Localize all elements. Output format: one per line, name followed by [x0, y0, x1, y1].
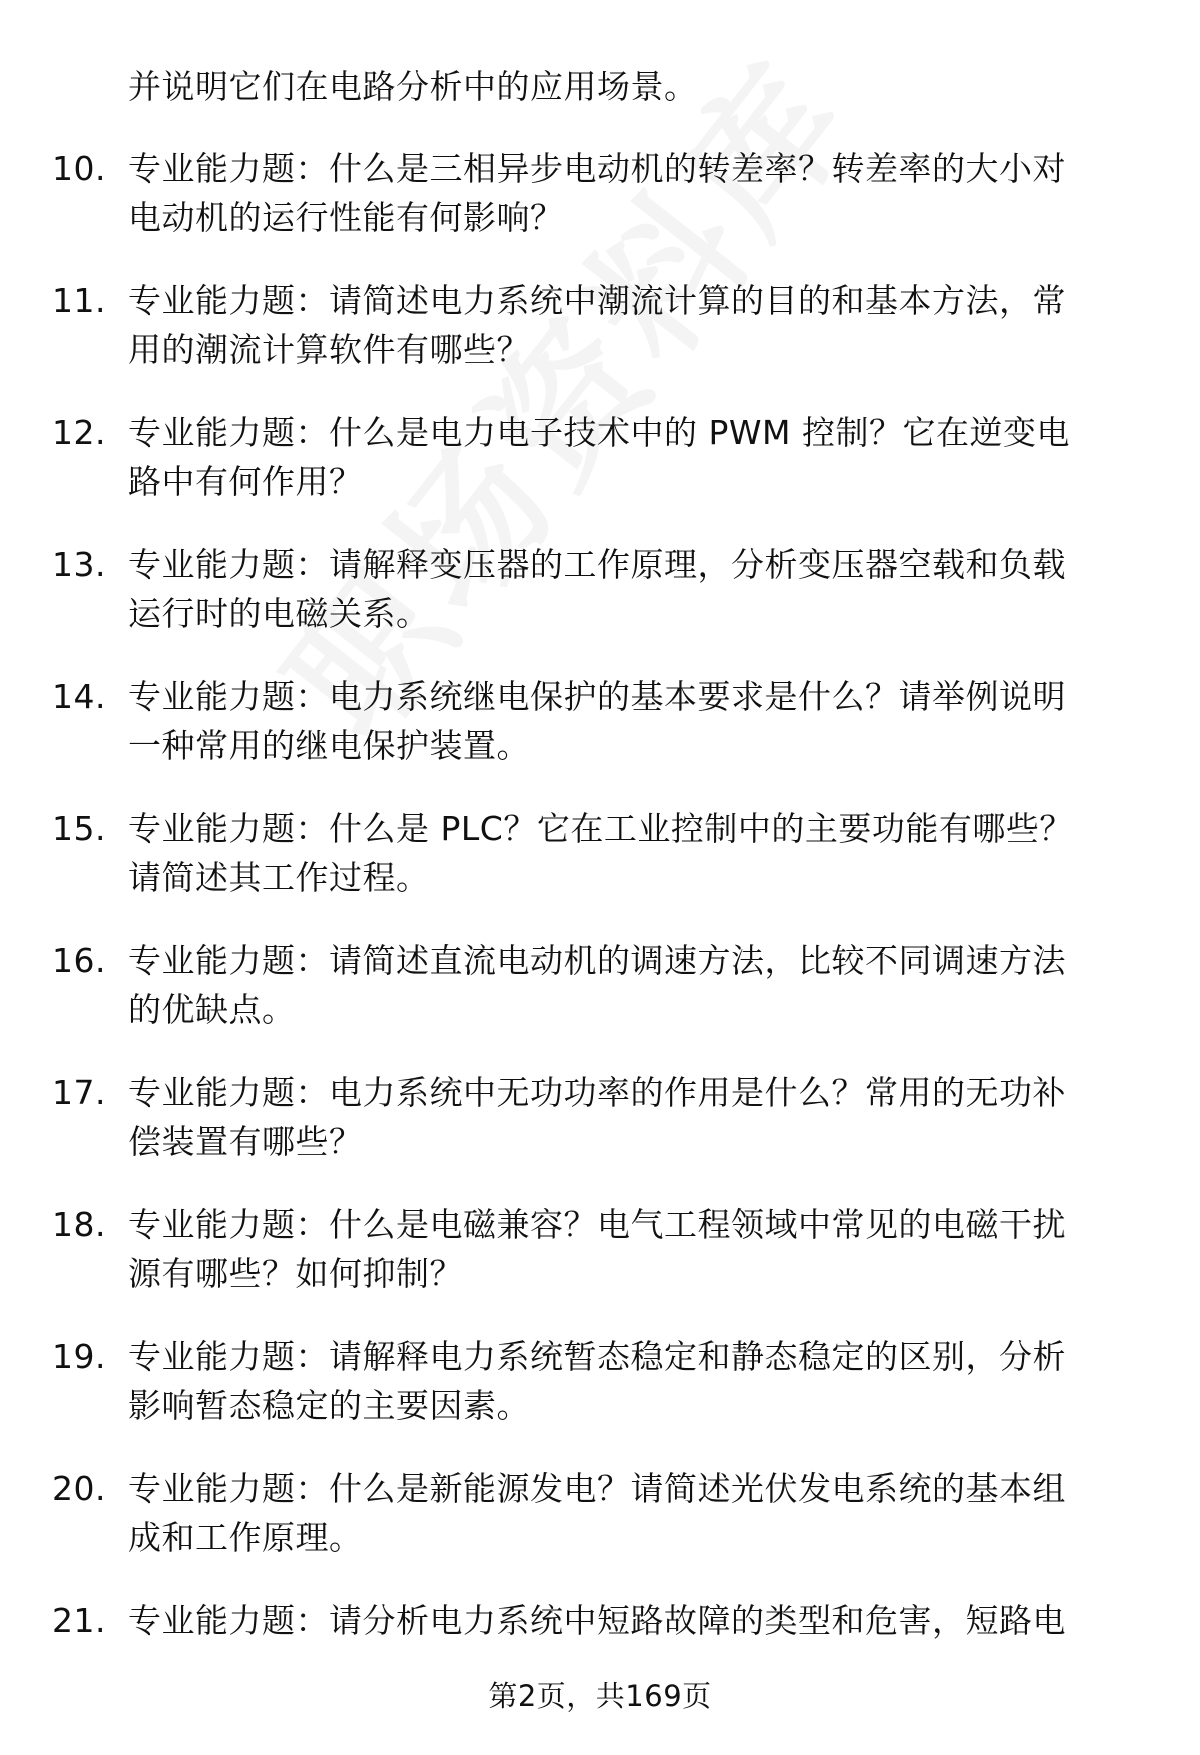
question-number: 13. — [52, 545, 106, 584]
question-text-line: 影响暂态稳定的主要因素。 — [128, 1386, 530, 1425]
question-text-line: 专业能力题：请解释电力系统暂态稳定和静态稳定的区别，分析 — [128, 1337, 1066, 1376]
question-item — [52, 1464, 1152, 1596]
question-text-line: 运行时的电磁关系。 — [128, 594, 430, 633]
question-text-line: 请简述其工作过程。 — [128, 858, 430, 897]
question-number: 10. — [52, 149, 106, 188]
question-number: 17. — [52, 1073, 106, 1112]
question-item — [52, 1200, 1152, 1332]
question-number: 11. — [52, 281, 106, 320]
question-text-line: 专业能力题：请简述电力系统中潮流计算的目的和基本方法，常 — [128, 281, 1066, 320]
question-text-line: 路中有何作用？ — [128, 462, 363, 501]
question-text-line: 专业能力题：什么是电磁兼容？电气工程领域中常见的电磁干扰 — [128, 1205, 1066, 1244]
question-list — [52, 144, 1152, 1728]
question-number: 15. — [52, 809, 106, 848]
question-text-line: 专业能力题：电力系统中无功功率的作用是什么？常用的无功补 — [128, 1073, 1066, 1112]
question-number: 12. — [52, 413, 106, 452]
question-text-line: 专业能力题：请分析电力系统中短路故障的类型和危害，短路电 — [128, 1601, 1066, 1640]
question-text-line: 专业能力题：什么是三相异步电动机的转差率？转差率的大小对 — [128, 149, 1066, 188]
question-text-line: 的优缺点。 — [128, 990, 296, 1029]
question-number: 14. — [52, 677, 106, 716]
question-item — [52, 1068, 1152, 1200]
question-text-line: 一种常用的继电保护装置。 — [128, 726, 530, 765]
question-item — [52, 672, 1152, 804]
question-number: 18. — [52, 1205, 106, 1244]
question-text-line: 专业能力题：什么是 PLC？它在工业控制中的主要功能有哪些？ — [128, 809, 1073, 848]
question-item — [52, 144, 1152, 276]
question-text-line: 电动机的运行性能有何影响？ — [128, 198, 564, 237]
question-item — [52, 540, 1152, 672]
question-item — [52, 936, 1152, 1068]
question-text-line: 偿装置有哪些？ — [128, 1122, 363, 1161]
continuation-text: 并说明它们在电路分析中的应用场景。 — [128, 67, 698, 106]
question-text-line: 源有哪些？如何抑制？ — [128, 1254, 463, 1293]
question-text-line: 专业能力题：什么是电力电子技术中的 PWM 控制？它在逆变电 — [128, 413, 1070, 452]
question-item — [52, 804, 1152, 936]
question-item — [52, 276, 1152, 408]
question-text-line: 专业能力题：请简述直流电动机的调速方法，比较不同调速方法 — [128, 941, 1066, 980]
question-number: 20. — [52, 1469, 106, 1508]
question-text-line: 用的潮流计算软件有哪些？ — [128, 330, 530, 369]
question-text-line: 成和工作原理。 — [128, 1518, 363, 1557]
question-number: 16. — [52, 941, 106, 980]
question-item — [52, 408, 1152, 540]
question-item — [52, 1332, 1152, 1464]
question-text-line: 专业能力题：请解释变压器的工作原理，分析变压器空载和负载 — [128, 545, 1066, 584]
question-number: 19. — [52, 1337, 106, 1376]
question-number: 21. — [52, 1601, 106, 1640]
page-footer: 第2页，共169页 — [488, 1679, 712, 1713]
question-text-line: 专业能力题：什么是新能源发电？请简述光伏发电系统的基本组 — [128, 1469, 1066, 1508]
question-text-line: 专业能力题：电力系统继电保护的基本要求是什么？请举例说明 — [128, 677, 1066, 716]
